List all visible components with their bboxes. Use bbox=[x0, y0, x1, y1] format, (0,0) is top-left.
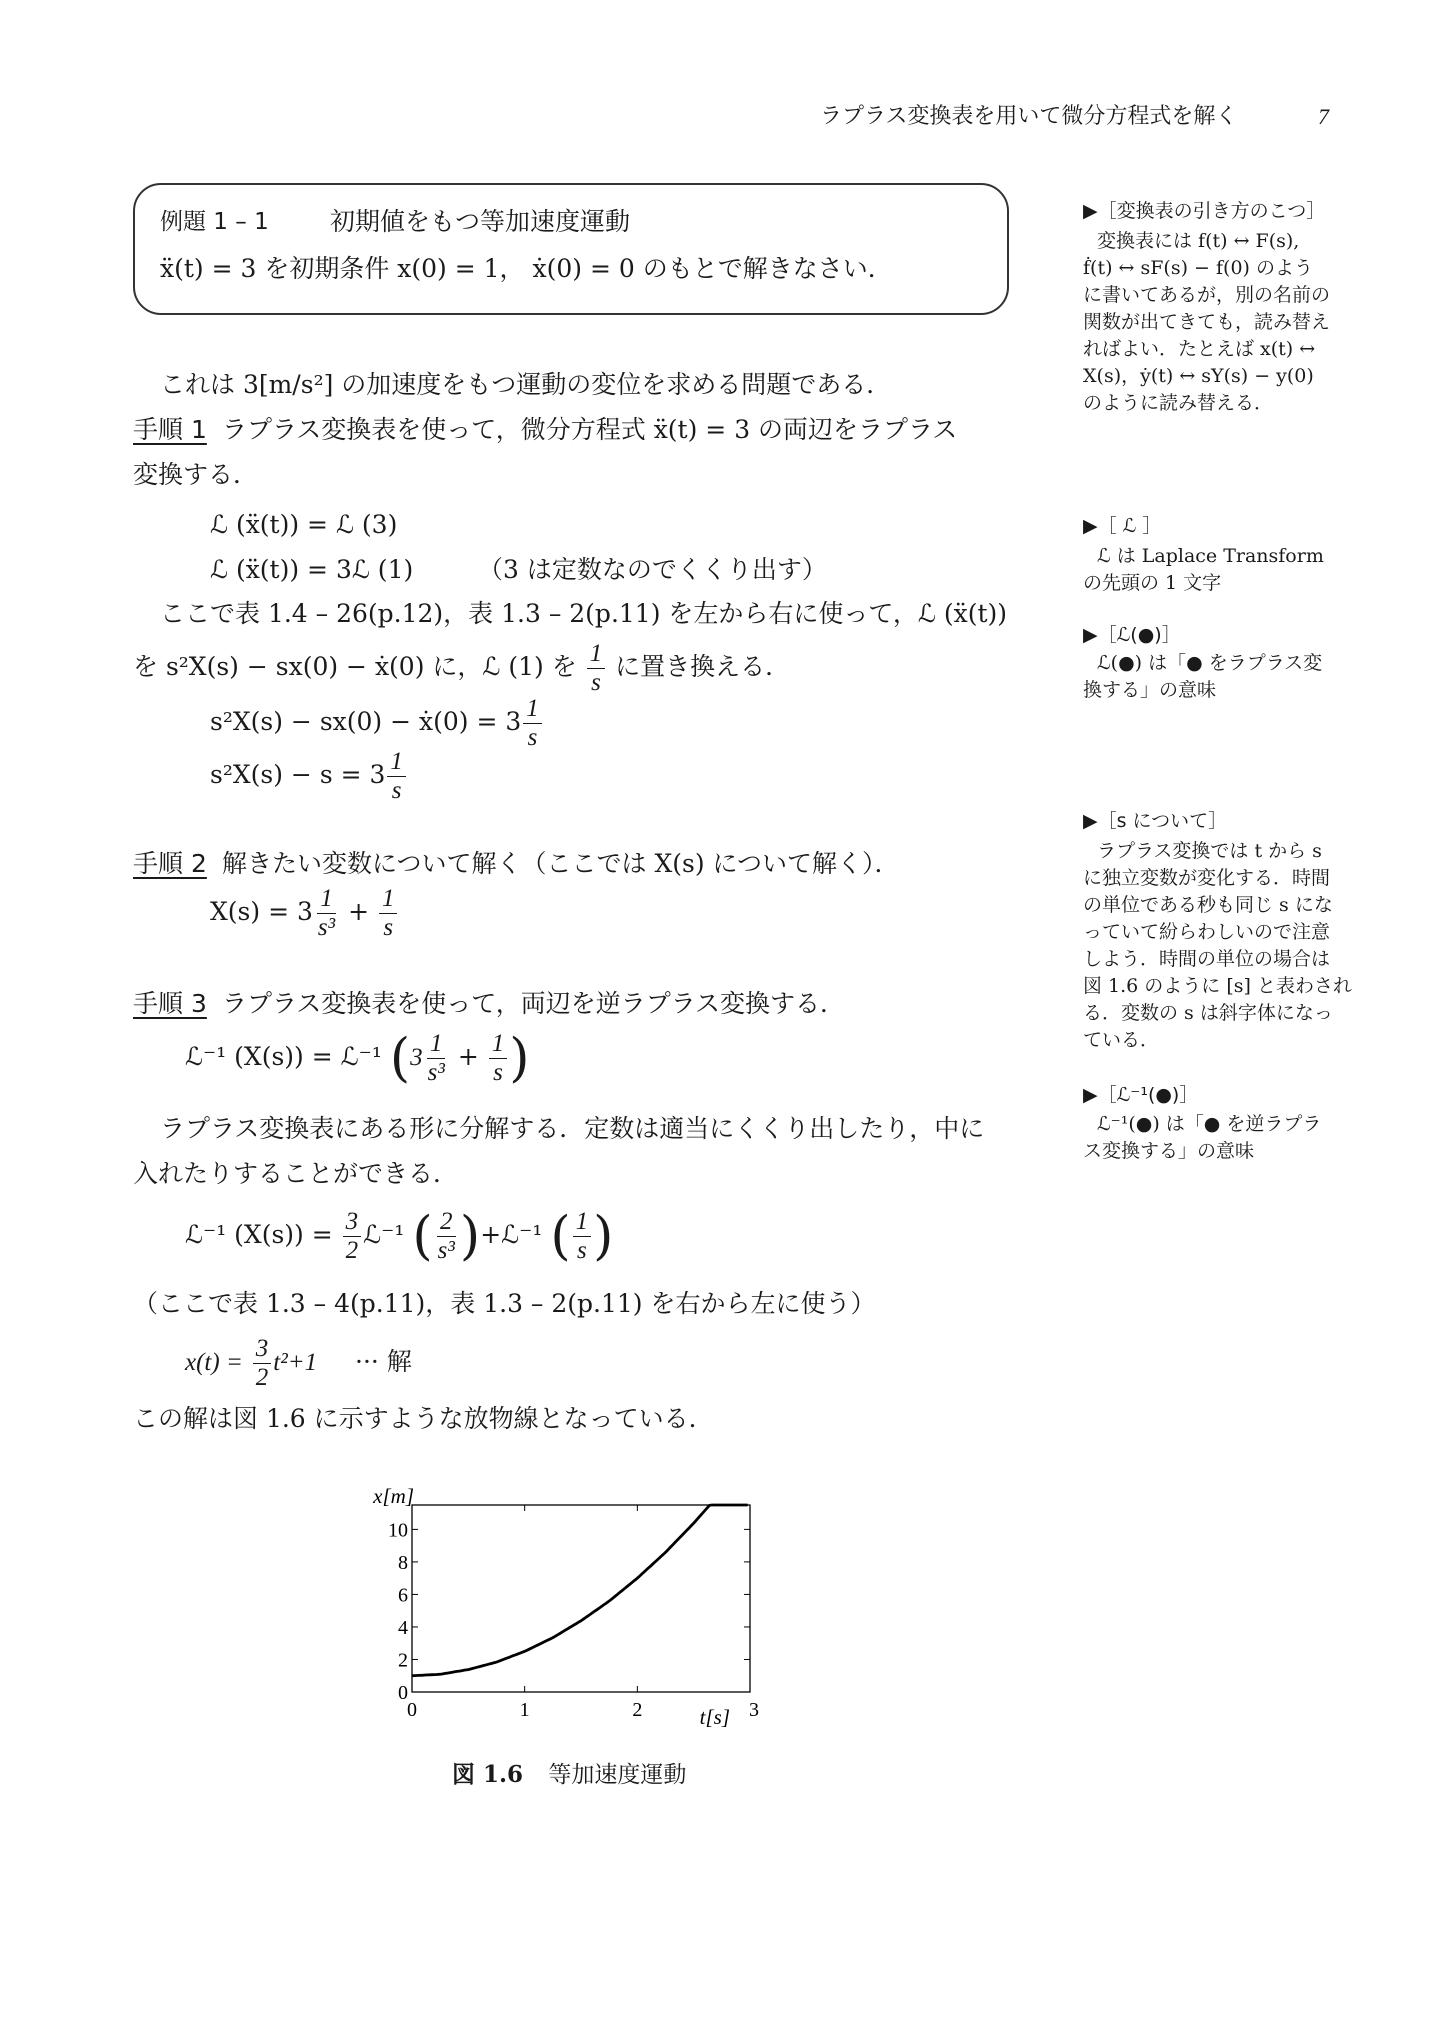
equation-8 bbox=[185, 1335, 412, 1392]
note-line: に書いてあるが，別の名前の bbox=[1083, 284, 1331, 306]
plus-sign: + bbox=[457, 1042, 479, 1071]
note-line: に独立変数が変化する．時間 bbox=[1083, 867, 1331, 889]
paragraph-table-reference: （ここで表 1.3 – 4(p.11)，表 1.3 – 2(p.11) を右から左に使う） bbox=[133, 1289, 876, 1318]
fraction-one-over-s bbox=[587, 640, 606, 697]
step1-text-continued: 変換する． bbox=[133, 460, 259, 489]
example-title: 初期値をもつ等加速度運動 bbox=[330, 207, 631, 236]
right-paren: ) bbox=[509, 1028, 530, 1089]
y-tick-label: 4 bbox=[398, 1616, 408, 1639]
note-line: っていて紛らわしいので注意 bbox=[1083, 921, 1331, 943]
figure-caption bbox=[452, 1758, 686, 1792]
paragraph-substitution-part-a: を s²X(s) − sx(0) − ẋ(0) に，ℒ (1) を bbox=[133, 652, 577, 681]
left-paren: ( bbox=[550, 1206, 571, 1267]
note-line: 変換表には f(t) ↔ F(s), bbox=[1097, 230, 1300, 252]
numerator: 1 bbox=[317, 885, 336, 914]
paragraph-substitution-part-b: に置き換える． bbox=[615, 652, 791, 681]
denominator: s³ bbox=[317, 914, 336, 941]
equation-8-note: ··· 解 bbox=[355, 1347, 412, 1376]
example-text: ẍ(t) = 3 を初期条件 x(0) = 1， ẋ(0) = 0 のもとで解きなさい． bbox=[160, 254, 893, 283]
inverse-laplace-op: ℒ⁻¹ bbox=[363, 1220, 405, 1249]
intro-paragraph: これは 3[m/s²] の加速度をもつ運動の変位を求める問題である． bbox=[160, 370, 892, 399]
note-line: の先頭の 1 文字 bbox=[1083, 572, 1222, 594]
x-axis-label: t[s] bbox=[699, 1705, 730, 1729]
denominator: s bbox=[527, 724, 538, 751]
note3-title: ▶［ℒ(●)］ bbox=[1083, 624, 1181, 646]
step2-label: 手順 2 bbox=[133, 849, 207, 878]
numerator: 3 bbox=[253, 1335, 272, 1364]
equation-2-note: （3 は定数なのでくくり出す） bbox=[478, 555, 827, 584]
plus-sign: + bbox=[348, 897, 370, 926]
note2-title: ▶［ ℒ ］ bbox=[1083, 515, 1162, 537]
equation-2: ℒ (ẍ(t)) = 3ℒ (1) bbox=[210, 555, 414, 584]
numerator: 1 bbox=[489, 1030, 508, 1059]
numerator: 1 bbox=[523, 695, 542, 724]
example-box bbox=[133, 183, 1009, 315]
denominator: s bbox=[391, 777, 402, 804]
fraction-one-over-s bbox=[489, 1030, 508, 1087]
note-line: ℒ⁻¹(●) は「● を逆ラプラ bbox=[1097, 1113, 1322, 1135]
running-header-title: ラプラス変換表を用いて微分方程式を解く bbox=[820, 104, 1238, 129]
fraction-one-over-s bbox=[379, 885, 398, 942]
denominator: 2 bbox=[345, 1237, 359, 1264]
numerator: 3 bbox=[343, 1208, 362, 1237]
fraction-three-over-two bbox=[253, 1335, 272, 1392]
example-label: 例題 1 – 1 bbox=[160, 209, 269, 235]
note-line: ればよい．たとえば x(t) ↔ bbox=[1083, 338, 1316, 360]
note-line: X(s)，ẏ(t) ↔ sY(s) − y(0) bbox=[1083, 365, 1314, 387]
left-paren: ( bbox=[389, 1028, 411, 1089]
note-line: の単位である秒も同じ s にな bbox=[1083, 894, 1333, 916]
equation-3-lhs: s²X(s) − sx(0) − ẋ(0) = 3 bbox=[210, 707, 522, 736]
equation-6-lhs: ℒ⁻¹ (X(s)) = ℒ⁻¹ bbox=[185, 1042, 382, 1071]
fraction-one-over-s bbox=[573, 1208, 592, 1265]
y-tick-label: 2 bbox=[398, 1649, 408, 1672]
fraction-one-over-s3 bbox=[425, 1030, 448, 1087]
denominator: 2 bbox=[255, 1364, 269, 1391]
equation-8-lhs: x(t) = bbox=[185, 1349, 243, 1376]
note-line: しよう．時間の単位の場合は bbox=[1083, 948, 1331, 970]
left-paren: ( bbox=[412, 1206, 433, 1267]
paragraph-substitution: ここで表 1.4 – 26(p.12)，表 1.3 – 2(p.11) を左から右に使って，ℒ (ẍ(t)) bbox=[160, 599, 1008, 628]
right-paren: ) bbox=[593, 1206, 614, 1267]
step2-text: 解きたい変数について解く（ここでは X(s) について解く）． bbox=[222, 849, 900, 878]
denominator: s bbox=[383, 914, 394, 941]
x-tick-label: 2 bbox=[632, 1699, 643, 1721]
figure-caption-text: 等加速度運動 bbox=[548, 1762, 687, 1788]
equation-4 bbox=[210, 748, 408, 805]
equation-7 bbox=[185, 1208, 613, 1265]
paragraph-substitution-line2 bbox=[133, 640, 790, 697]
note-line: 図 1.6 のように [s] と表わされ bbox=[1083, 975, 1352, 997]
step3-text: ラプラス変換表を使って，両辺を逆ラプラス変換する． bbox=[222, 989, 846, 1018]
note-line: る．変数の s は斜字体になっ bbox=[1083, 1002, 1333, 1024]
y-tick-label: 6 bbox=[398, 1584, 408, 1607]
step1-text: ラプラス変換表を使って，微分方程式 ẍ(t) = 3 の両辺をラプラス bbox=[222, 415, 958, 444]
note-line: ℒ(●) は「● をラプラス変 bbox=[1097, 652, 1323, 674]
note-line: 換する」の意味 bbox=[1083, 679, 1217, 701]
equation-4-lhs: s²X(s) − s = 3 bbox=[210, 760, 386, 789]
paragraph-decompose-line2: 入れたりすることができる． bbox=[133, 1159, 459, 1188]
page-number: 7 bbox=[1318, 104, 1329, 129]
denominator: s bbox=[493, 1059, 503, 1086]
note-line: のように読み替える． bbox=[1083, 392, 1274, 414]
equation-8-rhs: t²+1 bbox=[273, 1349, 318, 1376]
fraction-two-over-s3 bbox=[435, 1208, 458, 1265]
note-line: ḟ(t) ↔ sF(s) − f(0) のよう bbox=[1083, 257, 1313, 279]
note-line: ℒ は Laplace Transform bbox=[1097, 545, 1324, 567]
numerator: 1 bbox=[587, 640, 606, 669]
fraction-one-over-s bbox=[523, 695, 542, 752]
x-tick-label: 0 bbox=[407, 1699, 417, 1721]
coefficient-three: 3 bbox=[410, 1044, 423, 1071]
paragraph-decompose: ラプラス変換表にある形に分解する．定数は適当にくくり出したり，中に bbox=[160, 1114, 985, 1143]
note4-title: ▶［s について］ bbox=[1083, 810, 1228, 832]
equation-5-lhs: X(s) = 3 bbox=[210, 897, 313, 926]
note-line: ス変換する」の意味 bbox=[1083, 1140, 1255, 1162]
figure-chart bbox=[360, 1485, 780, 1745]
denominator: s³ bbox=[427, 1059, 445, 1086]
note1-title: ▶［変換表の引き方のこつ］ bbox=[1083, 200, 1326, 222]
note-line: ラプラス変換では t から s bbox=[1097, 840, 1322, 862]
denominator: s bbox=[591, 669, 601, 696]
numerator: 1 bbox=[573, 1208, 592, 1237]
fraction-three-over-two bbox=[343, 1208, 362, 1265]
denominator: s³ bbox=[437, 1237, 455, 1264]
step3-label: 手順 3 bbox=[133, 989, 207, 1018]
note-line: 関数が出てきても，読み替え bbox=[1083, 311, 1331, 333]
numerator: 1 bbox=[387, 748, 406, 777]
equation-3 bbox=[210, 695, 544, 752]
denominator: s bbox=[576, 1237, 587, 1264]
numerator: 1 bbox=[427, 1030, 446, 1059]
figure-caption-label: 図 1.6 bbox=[452, 1761, 524, 1788]
plus-inverse-laplace-op: +ℒ⁻¹ bbox=[480, 1220, 543, 1249]
right-paren: ) bbox=[459, 1206, 481, 1267]
y-tick-label: 0 bbox=[398, 1682, 408, 1704]
x-tick-label: 1 bbox=[519, 1699, 530, 1721]
equation-7-lhs: ℒ⁻¹ (X(s)) = bbox=[185, 1220, 333, 1249]
note-line: ている． bbox=[1083, 1029, 1160, 1051]
x-tick-label: 3 bbox=[749, 1699, 759, 1721]
step1-label: 手順 1 bbox=[133, 415, 207, 444]
paragraph-parabola: この解は図 1.6 に示すような放物線となっている． bbox=[133, 1404, 714, 1433]
numerator: 1 bbox=[379, 885, 398, 914]
y-tick-label: 10 bbox=[388, 1519, 408, 1542]
fraction-one-over-s bbox=[387, 748, 406, 805]
series-line bbox=[412, 1505, 748, 1676]
fraction-one-over-s3 bbox=[315, 885, 338, 942]
y-tick-label: 8 bbox=[398, 1551, 408, 1574]
note5-title: ▶［ℒ⁻¹(●)］ bbox=[1083, 1084, 1199, 1106]
equation-1: ℒ (ẍ(t)) = ℒ (3) bbox=[210, 510, 398, 539]
y-axis-label: x[m] bbox=[373, 1485, 414, 1508]
equation-6 bbox=[185, 1030, 530, 1087]
plot-frame bbox=[412, 1505, 750, 1692]
numerator: 2 bbox=[437, 1208, 456, 1237]
equation-5 bbox=[210, 885, 399, 942]
